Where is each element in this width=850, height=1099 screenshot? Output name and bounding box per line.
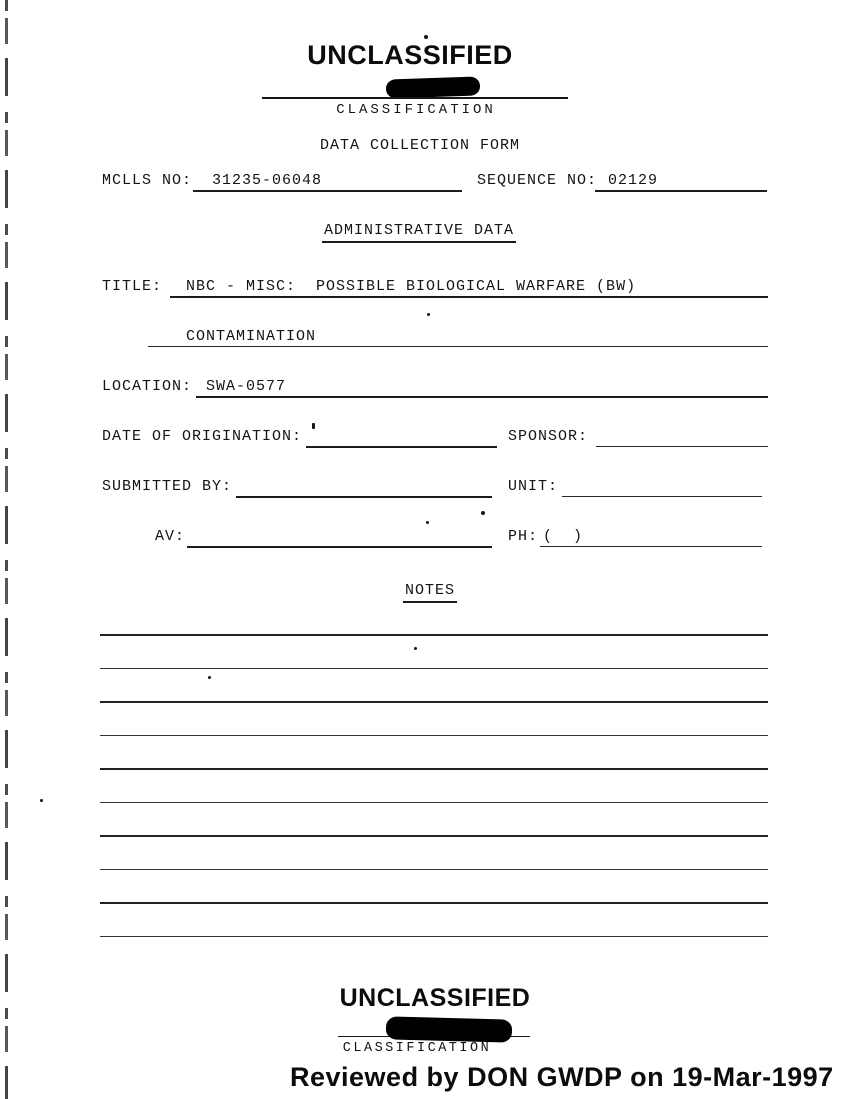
location-value: SWA-0577 — [206, 378, 287, 395]
title-value-line1: NBC - MISC: POSSIBLE BIOLOGICAL WARFARE (BW) — [186, 278, 637, 295]
av-label: AV: — [155, 528, 186, 545]
scan-dot-artifact — [414, 647, 417, 650]
submitted-by-underline — [236, 496, 492, 498]
date-of-origination-underline — [306, 446, 497, 448]
location-underline — [196, 396, 768, 398]
title-underline-2 — [148, 346, 768, 347]
notes-blank-line — [100, 634, 768, 636]
submitted-by-label: SUBMITTED BY: — [102, 478, 233, 495]
sequence-no-value: 02129 — [608, 172, 659, 189]
location-label: LOCATION: — [102, 378, 193, 395]
admin-section — [0, 221, 838, 243]
scan-dot-artifact — [424, 35, 428, 39]
date-of-origination-label: DATE OF ORIGINATION: — [102, 428, 303, 445]
notes-heading: NOTES — [403, 582, 457, 603]
scan-edge-artifact — [5, 0, 8, 1099]
notes-section — [0, 581, 850, 603]
admin-section-heading: ADMINISTRATIVE DATA — [322, 222, 516, 243]
top-classification-rule — [262, 97, 568, 99]
title-underline-1 — [170, 296, 768, 298]
sequence-no-label: SEQUENCE NO: — [477, 172, 598, 189]
sequence-no-underline — [595, 190, 767, 192]
notes-blank-line — [100, 835, 768, 837]
review-stamp: Reviewed by DON GWDP on 19-Mar-1997 — [290, 1062, 834, 1092]
notes-blank-line — [100, 869, 768, 870]
notes-blank-line — [100, 902, 768, 904]
unit-underline — [562, 496, 762, 497]
title-label: TITLE: — [102, 278, 163, 295]
bottom-unclassified-heading: UNCLASSIFIED — [339, 984, 531, 1012]
mclls-no-underline — [193, 190, 462, 192]
scan-dot-artifact — [427, 313, 430, 316]
scan-dot-artifact — [312, 423, 315, 429]
top-redaction-mark — [386, 76, 481, 98]
ph-label: PH: — [508, 528, 539, 545]
notes-blank-line — [100, 735, 768, 736]
ph-underline — [540, 546, 762, 547]
sponsor-underline — [596, 446, 768, 447]
sponsor-label: SPONSOR: — [508, 428, 589, 445]
bottom-classification-label: CLASSIFICATION — [342, 1041, 492, 1056]
notes-blank-line — [100, 936, 768, 937]
notes-blank-line — [100, 668, 768, 669]
notes-blank-line — [100, 701, 768, 703]
scan-dot-artifact — [426, 521, 429, 524]
av-underline — [187, 546, 492, 548]
title-value-line2: CONTAMINATION — [186, 328, 317, 345]
notes-blank-line — [100, 768, 768, 770]
form-title: DATA COLLECTION FORM — [319, 137, 521, 154]
mclls-no-value: 31235-06048 — [212, 172, 323, 189]
scan-dot-artifact — [40, 799, 43, 802]
unit-label: UNIT: — [508, 478, 559, 495]
scan-dot-artifact — [208, 676, 211, 679]
notes-blank-line — [100, 802, 768, 803]
ph-value: ( ) — [543, 528, 584, 545]
top-unclassified-heading: UNCLASSIFIED — [307, 40, 513, 70]
scan-dot-artifact — [481, 511, 485, 515]
top-classification-label: CLASSIFICATION — [336, 102, 496, 118]
mclls-no-label: MCLLS NO: — [102, 172, 193, 189]
bottom-redaction-mark — [386, 1016, 513, 1042]
